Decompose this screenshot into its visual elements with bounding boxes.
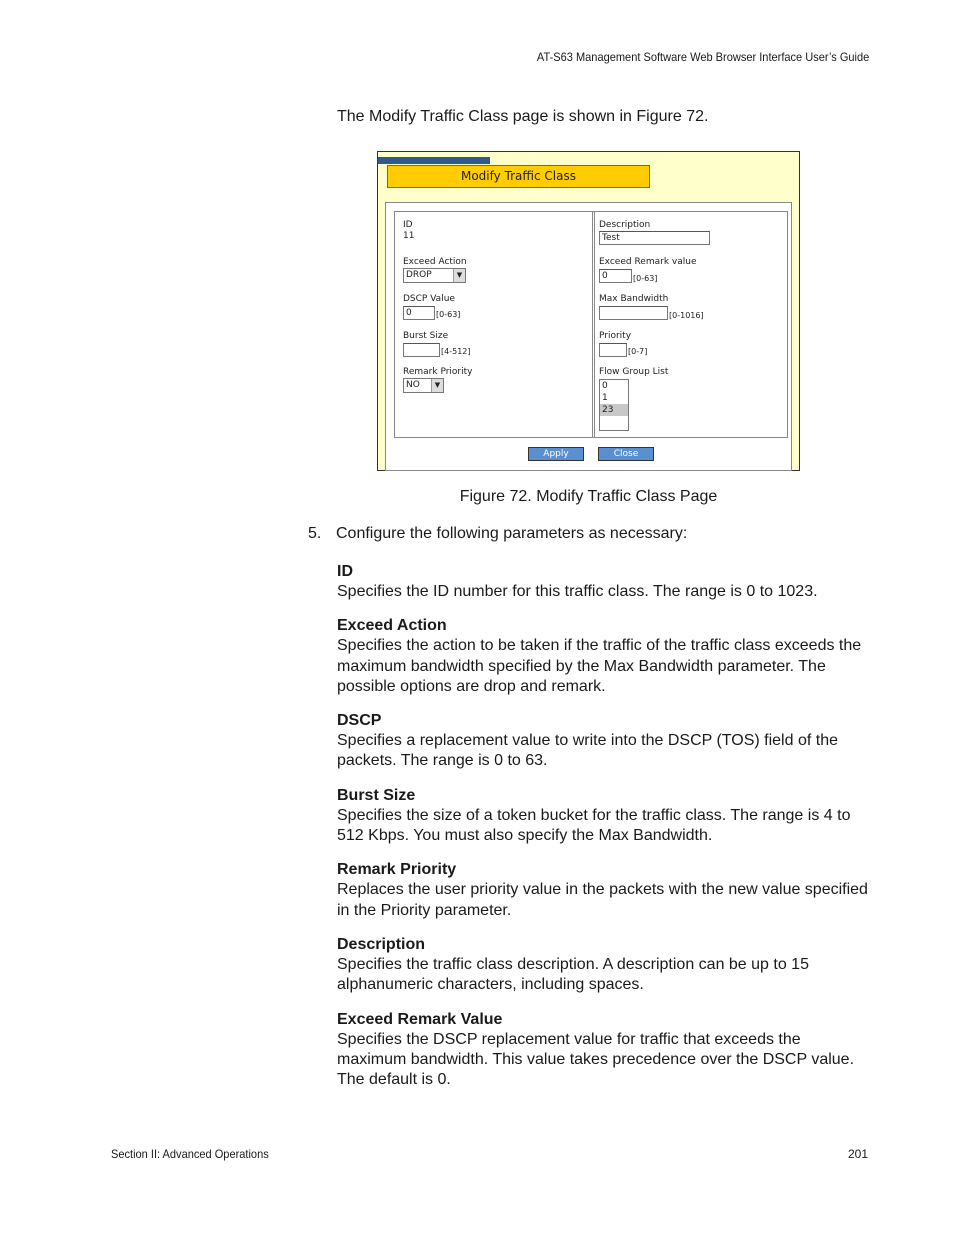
priority-label: Priority <box>599 331 632 341</box>
figure-modify-traffic-class <box>377 151 800 471</box>
description-input[interactable]: Test <box>599 231 710 245</box>
parameter-description: Specifies the DSCP replacement value for traffic that exceeds the maximum bandwidth. This value takes precedence over the DSCP value. The default is 0. <box>337 1030 855 1089</box>
flow-group-option[interactable]: 0 <box>602 381 608 391</box>
page-number: 201 <box>847 1147 868 1161</box>
exceed-action-label: Exceed Action <box>403 257 467 267</box>
intro-text: The Modify Traffic Class page is shown in Figure 72. <box>337 108 709 125</box>
max-bandwidth-input[interactable] <box>599 306 668 320</box>
parameter-term: DSCP <box>337 712 382 730</box>
dscp-value-input[interactable]: 0 <box>403 306 435 320</box>
flow-group-option-selected[interactable]: 23 <box>600 404 628 416</box>
step-item <box>308 525 687 543</box>
exceed-remark-range: [0-63] <box>633 274 658 283</box>
column-divider <box>592 212 595 437</box>
figure-form-panel <box>385 202 792 471</box>
parameter-description: Specifies the ID number for this traffic class. The range is 0 to 1023. <box>337 583 818 600</box>
max-bandwidth-label: Max Bandwidth <box>599 294 669 304</box>
flow-group-option[interactable]: 1 <box>602 393 608 403</box>
parameter-item <box>337 562 872 602</box>
figure-tab-bar <box>378 157 490 164</box>
parameter-term: ID <box>337 563 353 580</box>
dscp-range: [0-63] <box>436 310 461 319</box>
parameter-term: Description <box>337 935 426 953</box>
flow-group-list-label: Flow Group List <box>599 367 669 377</box>
parameter-description: Specifies the traffic class description. A description can be up to 15 alphanumeric characters, including spaces. <box>337 955 809 994</box>
parameter-description: Specifies the size of a token bucket for the traffic class. The range is 4 to 512 Kbps. You must also specify the Max Bandwidth. <box>337 806 851 845</box>
figure-caption: Figure 72. Modify Traffic Class Page <box>459 488 718 505</box>
parameter-description: Specifies the action to be taken if the traffic of the traffic class exceeds the maximum bandwidth specified by the Max Bandwidth parameter. The possible options are drop and remark. <box>337 637 862 695</box>
step-text: Configure the following parameters as necessary: <box>336 525 688 542</box>
step-number: 5. <box>308 525 322 542</box>
exceed-action-select[interactable] <box>403 268 466 283</box>
dscp-value-label: DSCP Value <box>403 294 455 304</box>
id-value: 11 <box>403 231 415 241</box>
exceed-remark-value-label: Exceed Remark value <box>599 257 697 267</box>
parameter-item <box>337 616 872 697</box>
parameter-term: Exceed Remark Value <box>337 1010 503 1028</box>
footer-section: Section II: Advanced Operations <box>111 1147 269 1161</box>
id-label: ID <box>403 220 413 230</box>
burst-size-label: Burst Size <box>403 331 449 341</box>
chevron-down-icon[interactable]: ▼ <box>453 269 465 282</box>
parameter-list <box>337 562 872 1104</box>
exceed-remark-value-input[interactable]: 0 <box>599 269 632 283</box>
parameter-item <box>337 1010 872 1091</box>
parameter-description: Replaces the user priority value in the packets with the new value specified in the Priority parameter. <box>337 881 868 919</box>
parameter-item <box>337 860 872 921</box>
description-label: Description <box>599 220 651 230</box>
running-header: AT-S63 Management Software Web Browser Interface User’s Guide <box>536 50 869 64</box>
apply-button[interactable]: Apply <box>528 447 584 461</box>
flow-group-listbox[interactable] <box>599 379 629 431</box>
parameter-item <box>337 711 872 772</box>
max-bandwidth-range: [0-1016] <box>669 311 704 320</box>
chevron-down-icon[interactable]: ▼ <box>431 379 443 392</box>
parameter-term: Exceed Action <box>337 617 447 635</box>
priority-range: [0-7] <box>628 347 648 356</box>
close-button[interactable]: Close <box>598 447 654 461</box>
parameter-term: Remark Priority <box>337 861 457 879</box>
remark-priority-select[interactable] <box>403 378 444 393</box>
burst-size-range: [4-512] <box>441 347 471 356</box>
figure-page-title: Modify Traffic Class <box>387 165 650 188</box>
parameter-item <box>337 786 872 847</box>
priority-input[interactable] <box>599 343 627 357</box>
parameter-term: Burst Size <box>337 786 416 804</box>
remark-priority-value: NO <box>406 380 420 390</box>
remark-priority-label: Remark Priority <box>403 367 473 377</box>
figure-form-fields <box>394 211 788 438</box>
parameter-item <box>337 935 872 996</box>
burst-size-input[interactable] <box>403 343 440 357</box>
parameter-description: Specifies a replacement value to write into the DSCP (TOS) field of the packets. The range is 0 to 63. <box>337 732 838 770</box>
exceed-action-value: DROP <box>406 270 432 280</box>
